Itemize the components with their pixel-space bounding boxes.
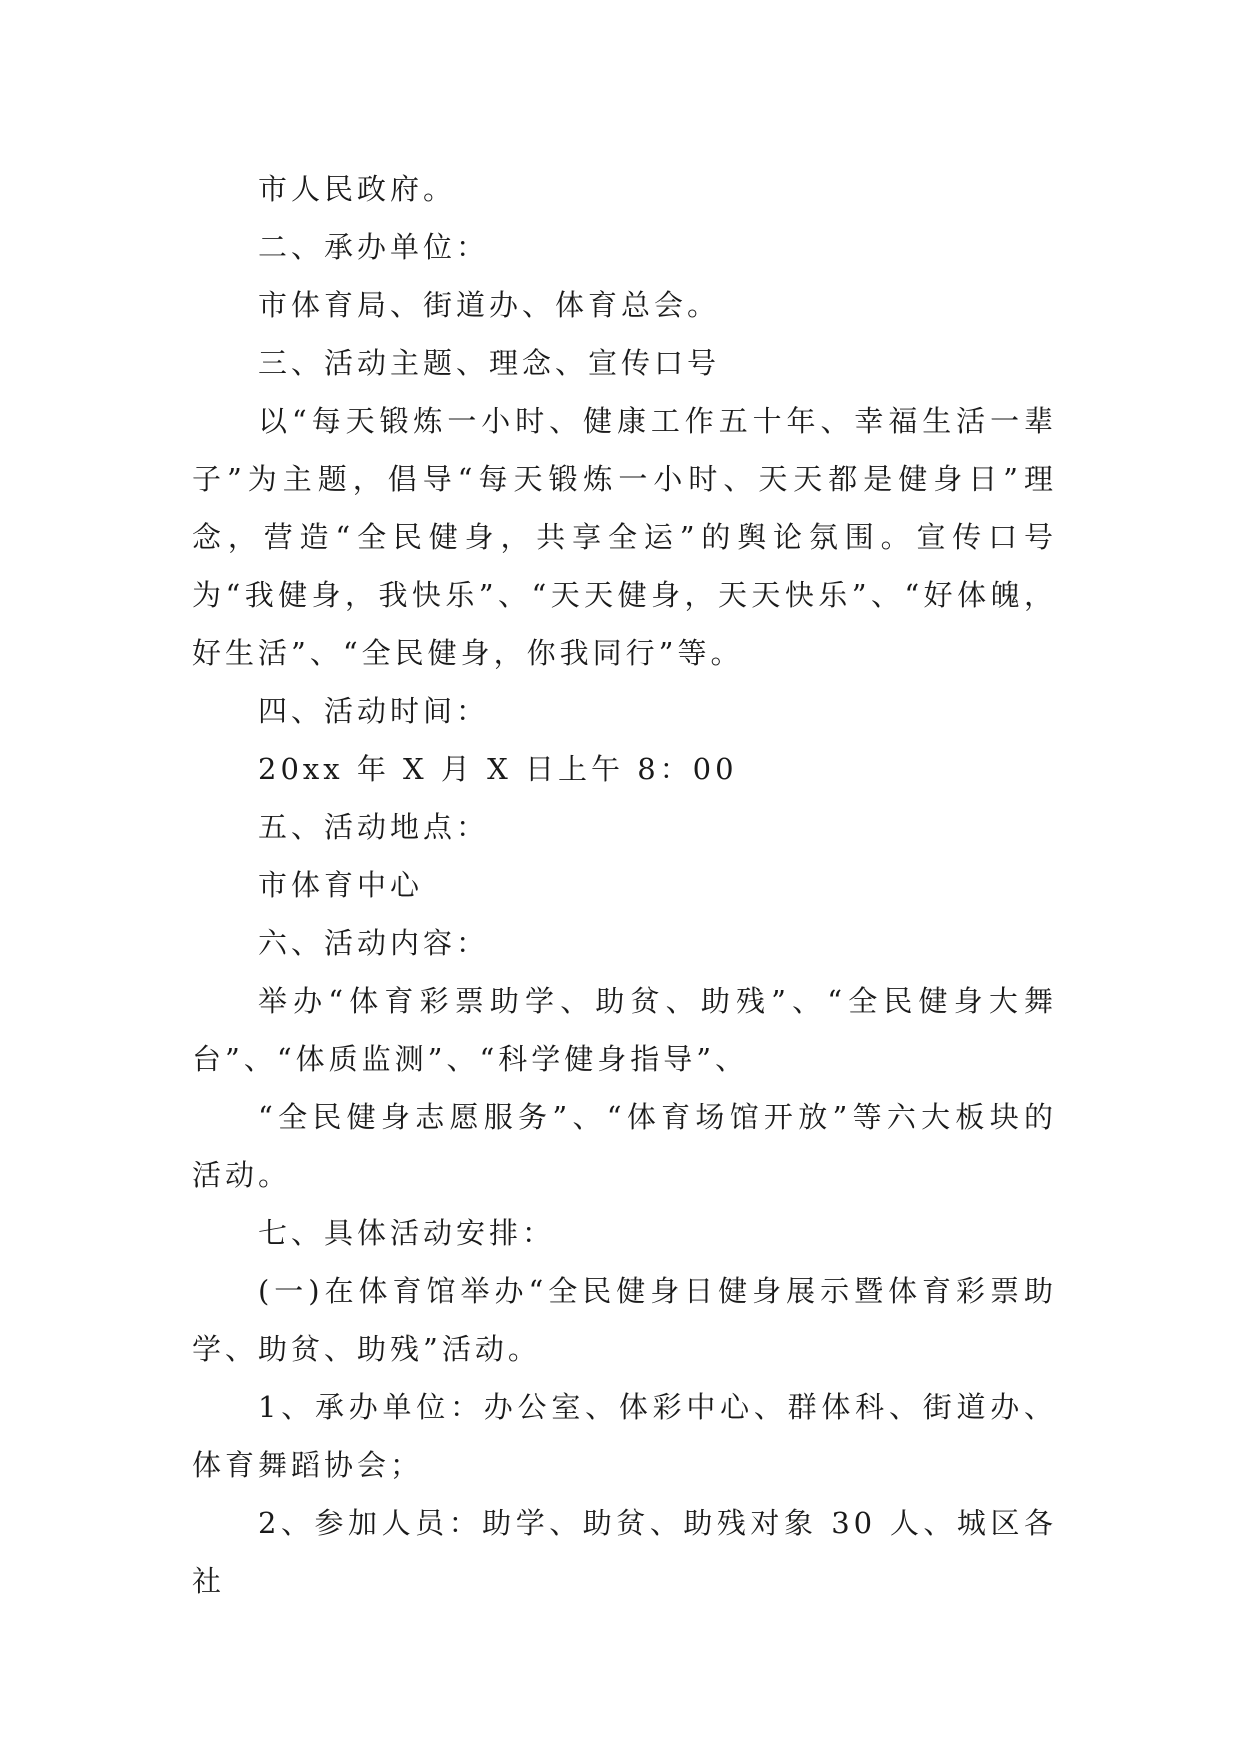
paragraph-location: 市体育中心 [258, 868, 424, 902]
heading-location: 五、活动地点： [258, 810, 490, 844]
heading-theme: 三、活动主题、理念、宣传口号 [258, 346, 721, 380]
document-body [192, 160, 1057, 1610]
paragraph-content-1: 举办“体育彩票助学、助贫、助残”、“全民健身大舞台”、“体质监测”、“科学健身指导”、 [192, 984, 1057, 1076]
heading-arrangement: 七、具体活动安排： [258, 1216, 556, 1250]
paragraph-organizer: 市人民政府。 [258, 172, 457, 206]
paragraph-arrangement-participants: 2、参加人员：助学、助贫、助残对象 30 人、城区各社 [192, 1506, 1057, 1598]
paragraph-arrangement-host: 1、承办单位：办公室、体彩中心、群体科、街道办、体育舞蹈协会； [192, 1390, 1057, 1482]
paragraph-time: 20xx 年 X 月 X 日上午 8：00 [258, 752, 738, 786]
heading-host-unit: 二、承办单位： [258, 230, 490, 264]
paragraph-content-2: “全民健身志愿服务”、“体育场馆开放”等六大板块的活动。 [192, 1100, 1057, 1192]
paragraph-host-unit: 市体育局、街道办、体育总会。 [258, 288, 721, 322]
heading-time: 四、活动时间： [258, 694, 490, 728]
paragraph-theme: 以“每天锻炼一小时、健康工作五十年、幸福生活一辈子”为主题，倡导“每天锻炼一小时、天天都是健身日”理念，营造“全民健身，共享全运”的舆论氛围。宣传口号为“我健身，我快乐”、“天天健身，天天快乐”、“好体魄，好生活”、“全民健身，你我同行”等。 [192, 404, 1057, 670]
paragraph-arrangement-1: (一)在体育馆举办“全民健身日健身展示暨体育彩票助学、助贫、助残”活动。 [192, 1274, 1057, 1366]
heading-content: 六、活动内容： [258, 926, 490, 960]
